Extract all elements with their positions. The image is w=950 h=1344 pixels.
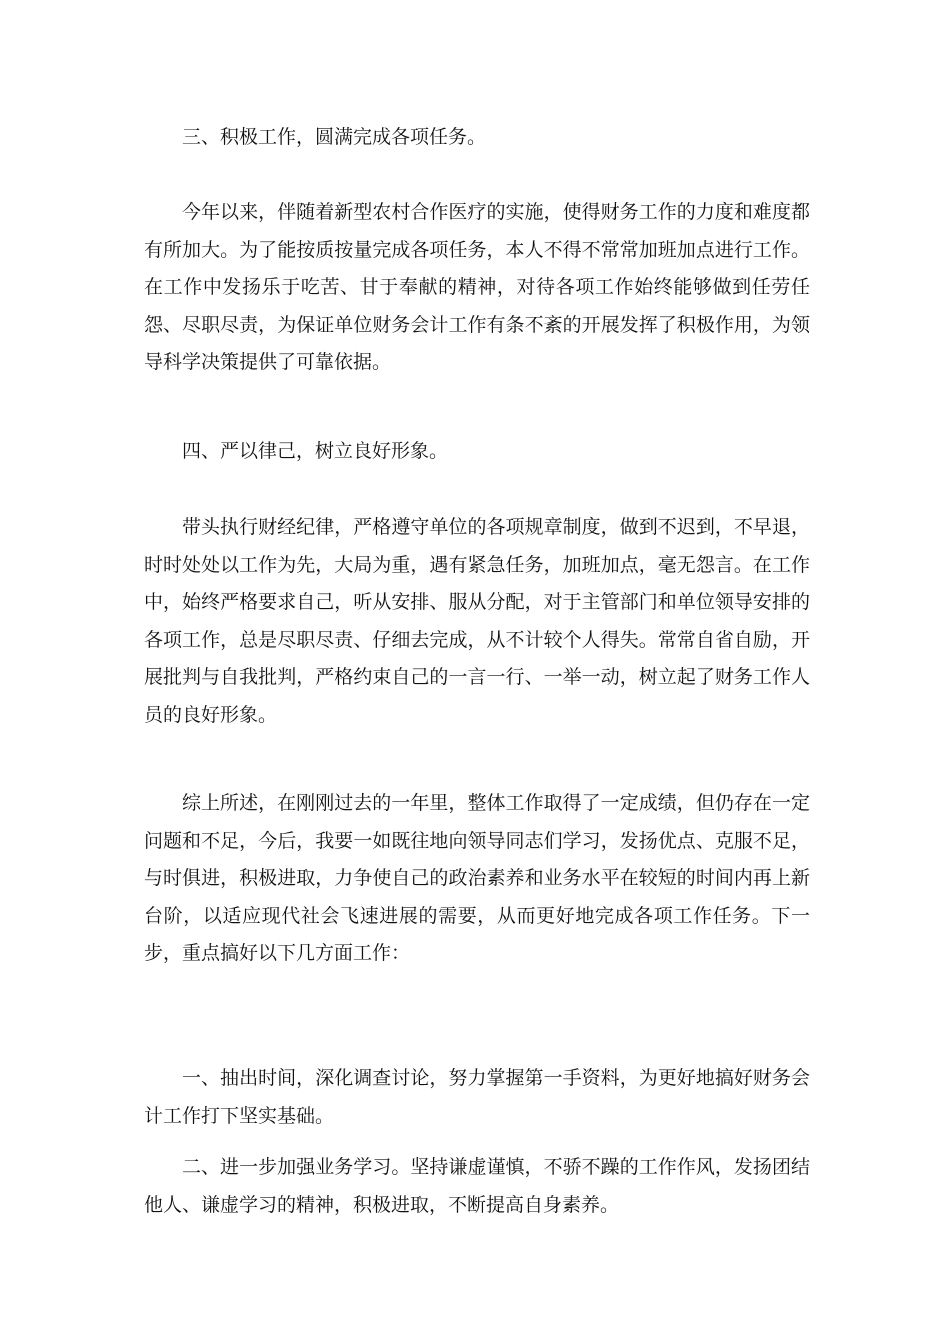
plan-item-2: 二、进一步加强业务学习。坚持谦虚谨慎，不骄不躁的工作作风，发扬团结他人、谦虚学习的精神，积极进取，不断提高自身素养。 (144, 1156, 810, 1216)
plan-item-1: 一、抽出时间，深化调查讨论，努力掌握第一手资料，为更好地搞好财务会计工作打下坚实基础。 (144, 1067, 810, 1127)
paragraph-work-effort: 今年以来，伴随着新型农村合作医疗的实施，使得财务工作的力度和难度都有所加大。为了能按质按量完成各项任务，本人不得不常常加班加点进行工作。在工作中发扬乐于吃苦、甘于奉献的精神，对待各项工作始终能够做到任劳任怨、尽职尽责，为保证单位财务会计工作有条不紊的开展发挥了积极作用，为领导科学决策提供了可靠依据。 (144, 201, 810, 373)
paragraph-self-discipline: 带头执行财经纪律，严格遵守单位的各项规章制度，做到不迟到，不早退，时时处处以工作为先，大局为重，遇有紧急任务，加班加点，毫无怨言。在工作中，始终严格要求自己，听从安排、服从分配，对于主管部门和单位领导安排的各项工作，总是尽职尽责、仔细去完成，从不计较个人得失。常常自省自励，开展批判与自我批判，严格约束自己的一言一行、一举一动，树立起了财务工作人员的良好形象。 (144, 516, 810, 726)
paragraph-summary: 综上所述，在刚刚过去的一年里，整体工作取得了一定成绩，但仍存在一定问题和不足，今后，我要一如既往地向领导同志们学习，发扬优点、克服不足，与时俱进，积极进取，力争使自己的政治素养和业务水平在较短的时间内再上新台阶，以适应现代社会飞速进展的需要，从而更好地完成各项工作任务。下一步，重点搞好以下几方面工作： (144, 792, 810, 964)
section-heading-3: 三、积极工作，圆满完成各项任务。 (182, 126, 487, 148)
section-heading-4: 四、严以律己，树立良好形象。 (182, 440, 449, 462)
